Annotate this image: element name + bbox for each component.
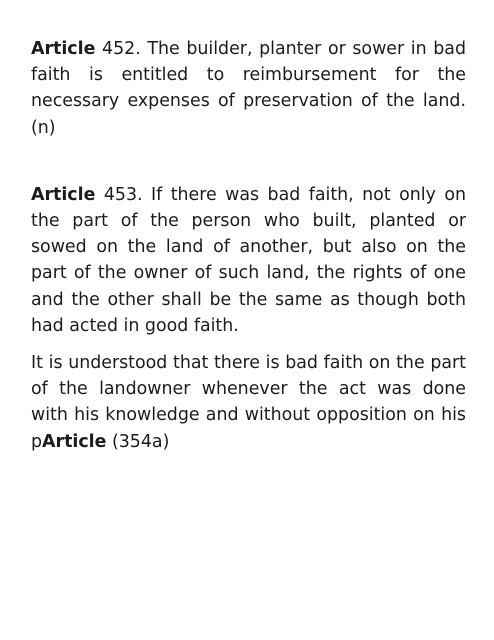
article-text: 452. The builder, planter or sower in bad faith is entitled to reimbursement for the necessary expenses of preservation of the land. (n): [31, 39, 466, 138]
article-heading: Article: [31, 39, 96, 59]
article-heading: Article: [31, 184, 96, 205]
paragraph-text-end: (354a): [106, 431, 170, 452]
document-page: [31, 36, 466, 455]
article-452-paragraph: [31, 36, 466, 141]
article-453-continuation-paragraph: [31, 350, 466, 455]
article-453-paragraph: [31, 182, 466, 339]
paragraph-text: It is understood that there is bad faith on the part of the landowner whenever the act was done with his knowledge and without opposition on his p: [31, 353, 466, 452]
article-inline-bold: Article: [42, 431, 107, 452]
article-text: 453. If there was bad faith, not only on the part of the person who built, planted or sowed on the land of another, but also on the part of the owner of such land, the rights of one and the other shall be the same as though both had acted in good faith.: [31, 184, 466, 336]
